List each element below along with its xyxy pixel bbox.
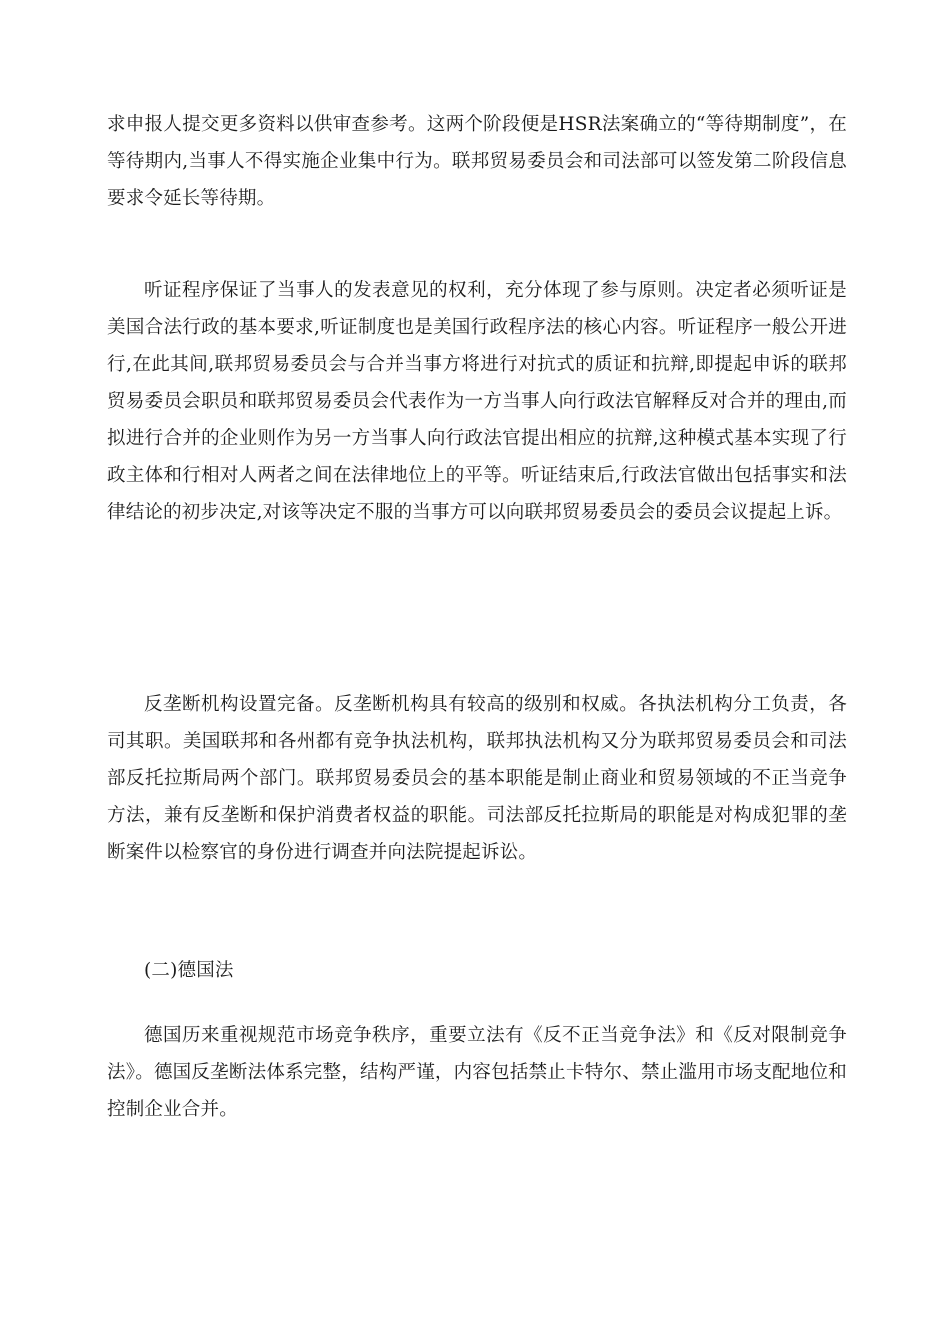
paragraph-antitrust-agencies: 反垄断机构设置完备。反垄断机构具有较高的级别和权威。各执法机构分工负责，各司其职。美国联邦和各州都有竞争执法机构，联邦执法机构又分为联邦贸易委员会和司法部反托拉斯局两个部门。联邦贸易委员会的基本职能是制止商业和贸易领域的不正当竞争方法，兼有反垄断和保护消费者权益的职能。司法部反托拉斯局的职能是对构成犯罪的垄断案件以检察官的身份进行调查并向法院提起诉讼。	[107, 694, 847, 863]
section-heading-german-law: (二)德国法	[144, 960, 234, 981]
paragraph-waiting-period: 求申报人提交更多资料以供审查参考。这两个阶段便是HSR法案确立的“等待期制度”，在等待期内,当事人不得实施企业集中行为。联邦贸易委员会和司法部可以签发第二阶段信息要求令延长等待期。	[107, 114, 847, 209]
paragraph-hearing-procedure: 听证程序保证了当事人的发表意见的权利，充分体现了参与原则。决定者必须听证是美国合法行政的基本要求,听证制度也是美国行政程序法的核心内容。听证程序一般公开进行,在此其间,联邦贸易委员会与合并当事方将进行对抗式的质证和抗辩,即提起申诉的联邦贸易委员会职员和联邦贸易委员会代表作为一方当事人向行政法官解释反对合并的理由,而拟进行合并的企业则作为另一方当事人向行政法官提出相应的抗辩,这种模式基本实现了行政主体和行相对人两者之间在法律地位上的平等。听证结束后,行政法官做出包括事实和法律结论的初步决定,对该等决定不服的当事方可以向联邦贸易委员会的委员会议提起上诉。	[107, 280, 847, 523]
paragraph-german-law: 德国历来重视规范市场竞争秩序，重要立法有《反不正当竞争法》和《反对限制竞争法》。德国反垄断法体系完整，结构严谨，内容包括禁止卡特尔、禁止滥用市场支配地位和控制企业合并。	[107, 1025, 847, 1120]
